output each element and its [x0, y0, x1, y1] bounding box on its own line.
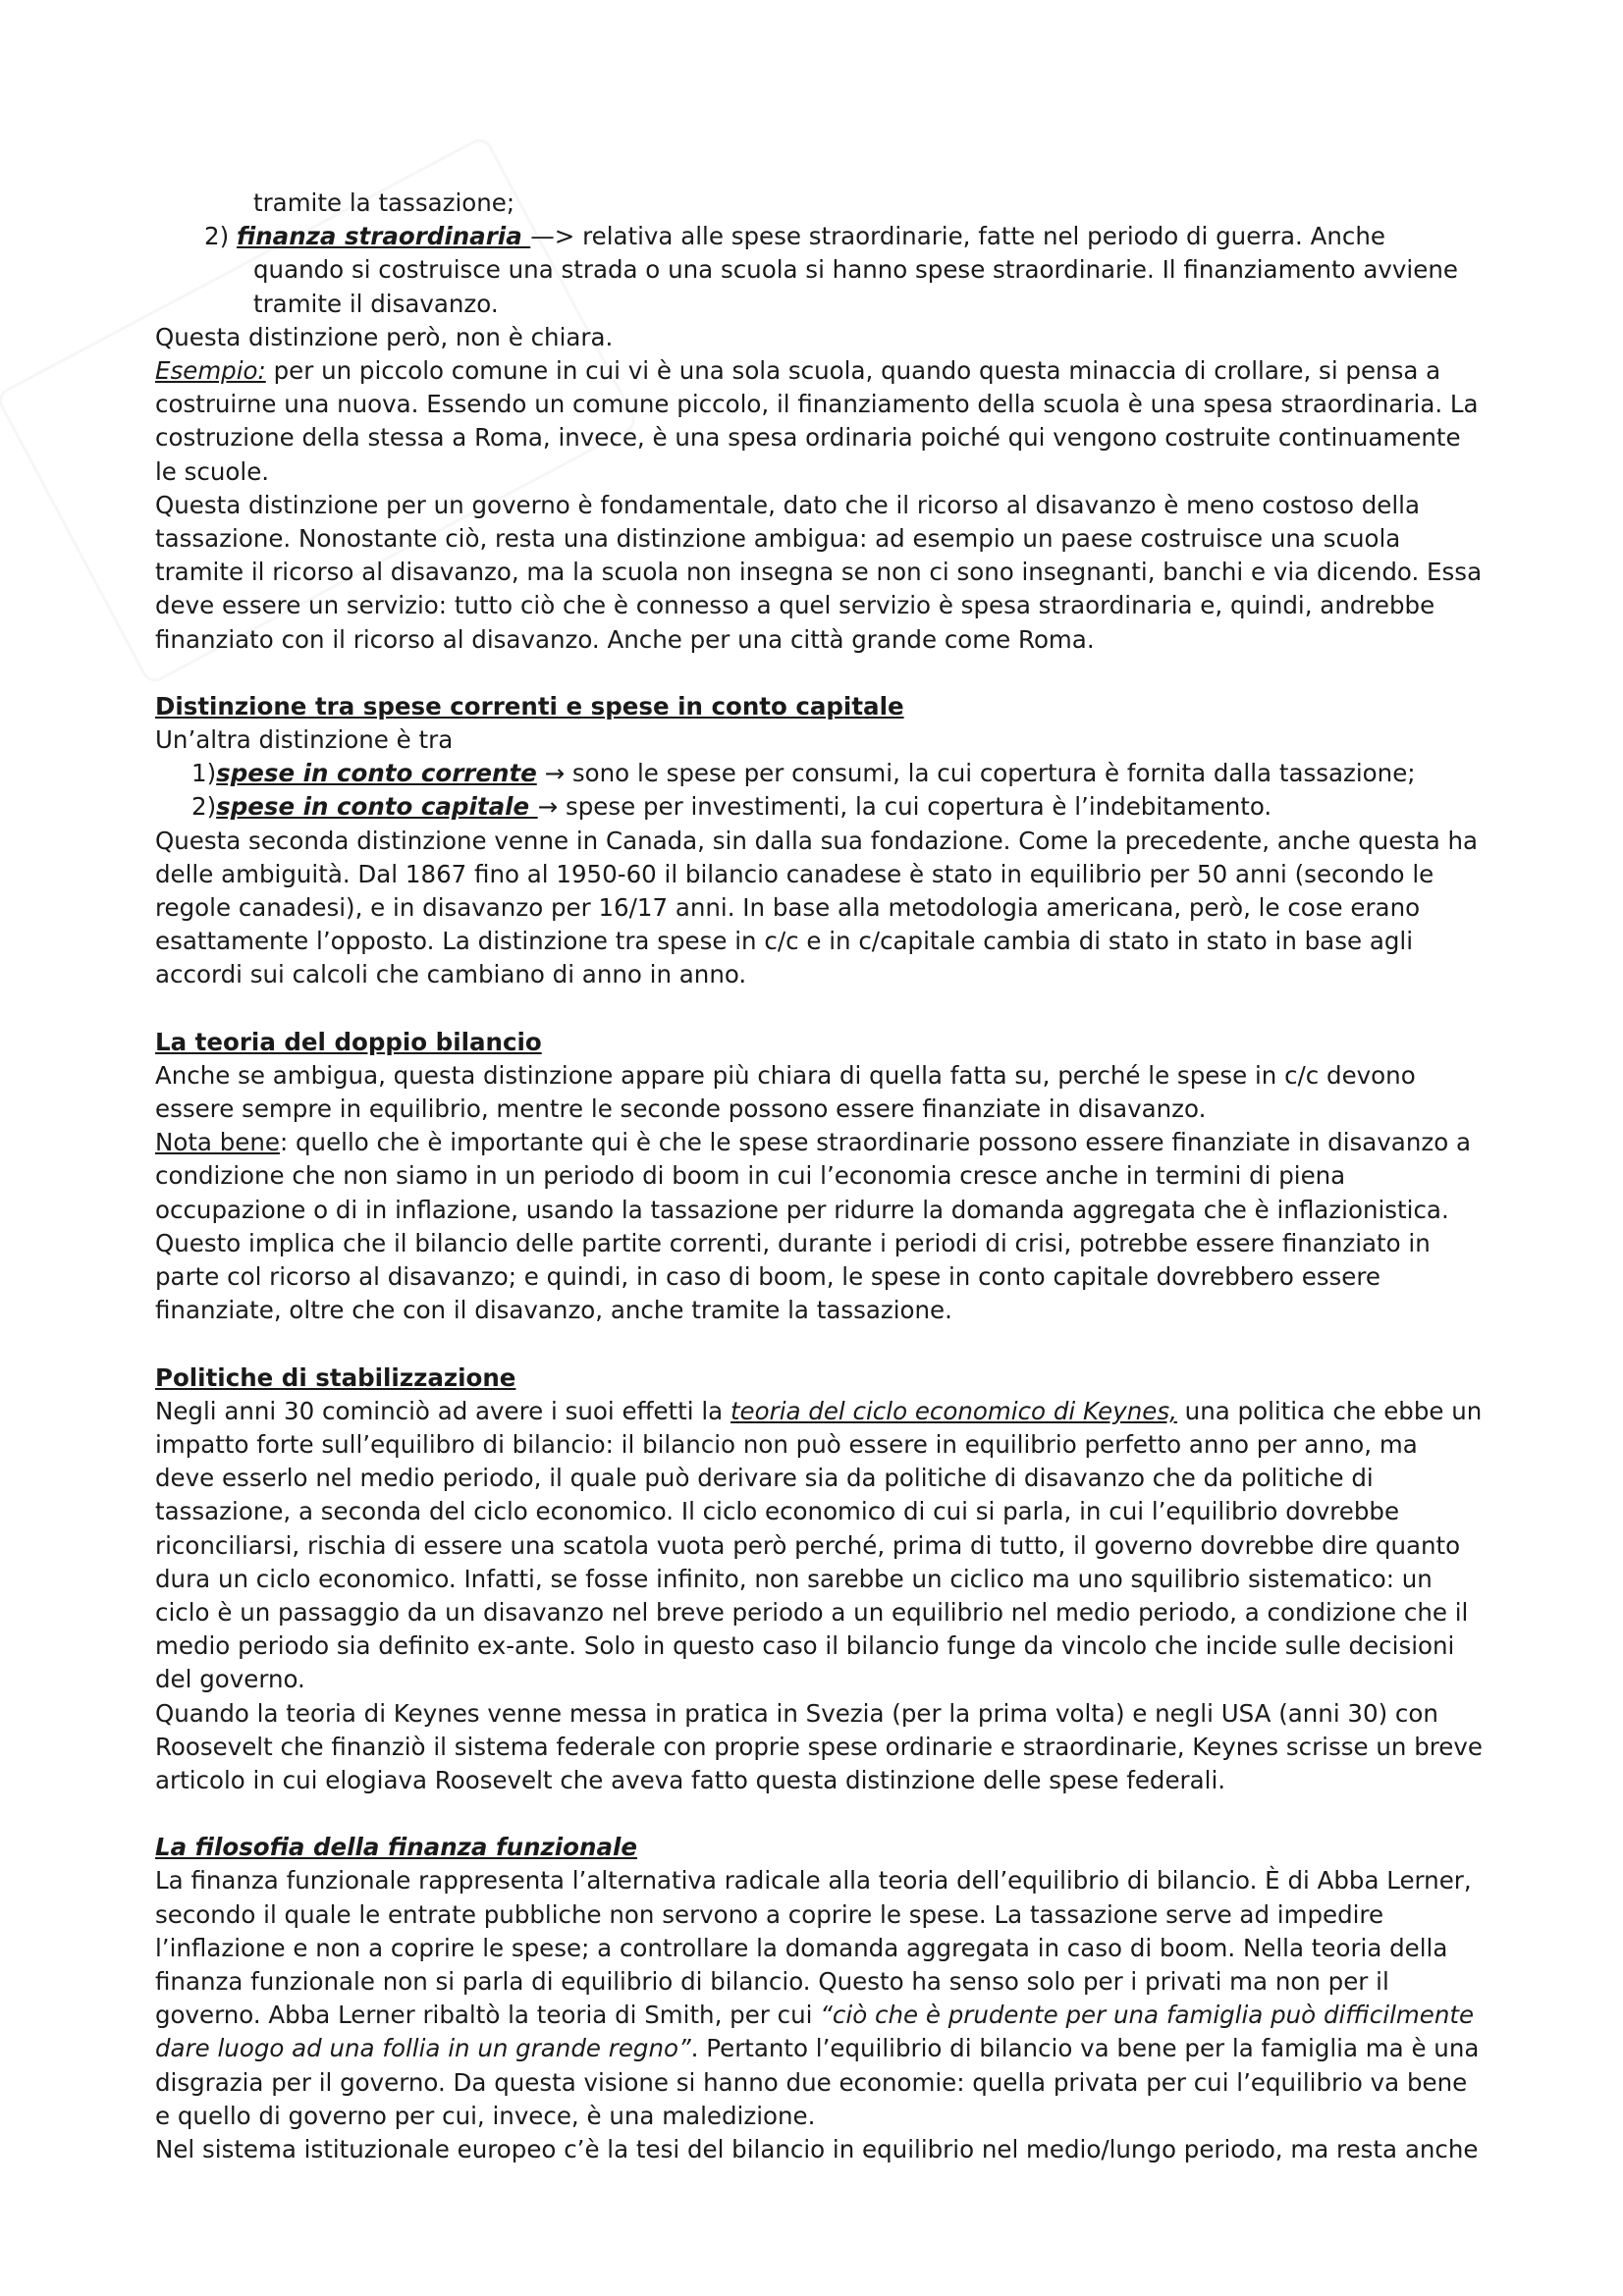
paragraph: Questa distinzione per un governo è fondamentale, dato che il ricorso al disavanzo è meno costoso della tassazione. Nonostante ciò, resta una distinzione ambigua: ad esempio un paese costruisce una scuola tramite il ricorso al disavanzo, ma la scuola non insegna se non ci sono insegnanti, banchi e via dicendo. Essa deve essere un servizio: tutto ciò che è connesso a quel servizio è spesa straordinaria e, quindi, andrebbe finanziato con il ricorso al disavanzo. Anche per una città grande come Roma. [155, 490, 1483, 654]
section-heading: La filosofia della finanza funzionale [155, 1833, 638, 1862]
paragraph: Un’altra distinzione è tra [155, 725, 454, 755]
paragraph: Nel sistema istituzionale europeo c’è la tesi del bilancio in equilibrio nel medio/lungo periodo, ma resta anche [155, 2134, 1479, 2163]
example-label: Esempio: [155, 356, 266, 386]
paragraph: tramite la tassazione; [253, 188, 515, 217]
paragraph: Anche se ambigua, questa distinzione appare più chiara di quella fatta su, perché le spese in c/c devono essere sempre in equilibrio, mentre le seconde possono essere finanziate in disavanzo. [155, 1060, 1416, 1124]
paragraph [155, 354, 1483, 489]
term-conto-capitale: spese in conto capitale [216, 792, 538, 822]
section-heading: La teoria del doppio bilancio [155, 1027, 542, 1056]
paragraph: Questa seconda distinzione venne in Canada, sin dalla sua fondazione. Come la precedente, anche questa ha delle ambiguità. Dal 1867 fino al 1950-60 il bilancio canadese è stato in equilibrio per 50 anni (secondo le regole canadesi), e in disavanzo per 16/17 anni. In base alla metodologia americana, però, le cose erano esattamente l’opposto. La distinzione tra spese in c/c e in c/capitale cambia di stato in stato in base agli accordi sui calcoli che cambiano di anno in anno. [155, 826, 1479, 989]
list-number: 2) [204, 222, 230, 251]
paragraph [155, 1395, 1483, 1697]
list-number: 1) [191, 759, 217, 788]
text-run: . Pertanto l’equilibrio di bilancio va bene per la famiglia ma è una disgrazia per il governo. Da questa visione si hanno due economie: quella privata per cui l’equilibrio va bene e quello di governo per cui, invece, è una maledizione. [155, 2034, 1480, 2130]
example-text: per un piccolo comune in cui vi è una sola scuola, quando questa minaccia di crollare, si pensa a costruirne una nuova. Essendo un comune piccolo, il finanziamento della scuola è una spesa straordinaria. La costruzione della stessa a Roma, invece, è una spesa ordinaria poiché qui vengono costruite continuamente le scuole. [155, 356, 1479, 486]
paragraph: Quando la teoria di Keynes venne messa in pratica in Svezia (per la prima volta) e negli USA (anni 30) con Roosevelt che finanziò il sistema federale con proprie spese ordinarie e straordinarie, Keynes scrisse un breve articolo in cui elogiava Roosevelt che aveva fatto questa distinzione delle spese federali. [155, 1698, 1483, 1794]
note-text: : quello che è importante qui è che le spese straordinarie possono essere finanziate in disavanzo a condizione che non siamo in un periodo di boom in cui l’economia cresce anche in termini di piena occupazione o di in inflazione, usando la tassazione per ridurre la domanda aggregata che è inflazionistica. Questo implica che il bilancio delle partite correnti, durante i periodi di crisi, potrebbe essere finanziato in parte col ricorso al disavanzo; e quindi, in caso di boom, le spese in conto capitale dovrebbero essere finanziate, oltre che con il disavanzo, anche tramite la tassazione. [155, 1128, 1472, 1325]
text-run: La finanza funzionale rappresenta l’alternativa radicale alla teoria dell’equilibrio di bilancio. È di Abba Lerner, secondo il quale le entrate pubbliche non servono a coprire le spese. La tassazione serve ad impedire l’inflazione e non a coprire le spese; a controllare la domanda aggregata in caso di boom. Nella teoria della finanza funzionale non si parla di equilibrio di bilancio. Questo ha senso solo per i privati ma non per il governo. Abba Lerner ribaltò la teoria di Smith, per cui [155, 1866, 1472, 2030]
list-item [155, 757, 1483, 790]
list-text: —> relativa alle spese straordinarie, fatte nel periodo di guerra. Anche quando si costruisce una strada o una scuola si hanno spese straordinarie. Il finanziamento avviene tramite il disavanzo. [253, 222, 1458, 318]
section-heading: Distinzione tra spese correnti e spese in conto capitale [155, 691, 904, 721]
smith-quote: “ciò che è prudente per una famiglia può difficilmente dare luogo ad una follia in un grande regno” [155, 2001, 1475, 2063]
section-heading: Politiche di stabilizzazione [155, 1362, 516, 1392]
note-label: Nota bene [155, 1128, 280, 1157]
paragraph [155, 1126, 1483, 1327]
keynes-theory-ref: teoria del ciclo economico di Keynes, [730, 1396, 1177, 1425]
text-run: una politica che ebbe un impatto forte sull’equilibro di bilancio: il bilancio non può essere in equilibrio perfetto anno per anno, ma deve esserlo nel medio periodo, il quale può derivare sia da politiche di disavanzo che da politiche di tassazione, a seconda del ciclo economico. Il ciclo economico di cui si parla, in cui l’equilibrio dovrebbe riconciliarsi, rischia di essere una scatola vuota però perché, prima di tutto, il governo dovrebbe dire quanto dura un ciclo economico. Infatti, se fosse infinito, non sarebbe un ciclico ma uno squilibrio sistematico: un ciclo è un passaggio da un disavanzo nel breve periodo a un equilibrio nel medio periodo, a condizione che il medio periodo sia definito ex-ante. Solo in questo caso il bilancio funge da vincolo che incide sulle decisioni del governo. [155, 1396, 1483, 1694]
list-item [155, 790, 1483, 824]
text-run: Negli anni 30 cominciò ad avere i suoi effetti la [155, 1396, 730, 1425]
list-text: → sono le spese per consumi, la cui copertura è fornita dalla tassazione; [536, 759, 1416, 788]
paragraph [155, 1864, 1483, 2133]
document-page [155, 187, 1483, 2166]
term-finanza-straordinaria: finanza straordinaria [236, 222, 531, 251]
list-text: → spese per investimenti, la cui copertura è l’indebitamento. [537, 792, 1272, 822]
list-item [155, 220, 1483, 321]
term-conto-corrente: spese in conto corrente [216, 759, 537, 788]
list-number: 2) [191, 792, 217, 822]
paragraph: Questa distinzione però, non è chiara. [155, 322, 614, 351]
